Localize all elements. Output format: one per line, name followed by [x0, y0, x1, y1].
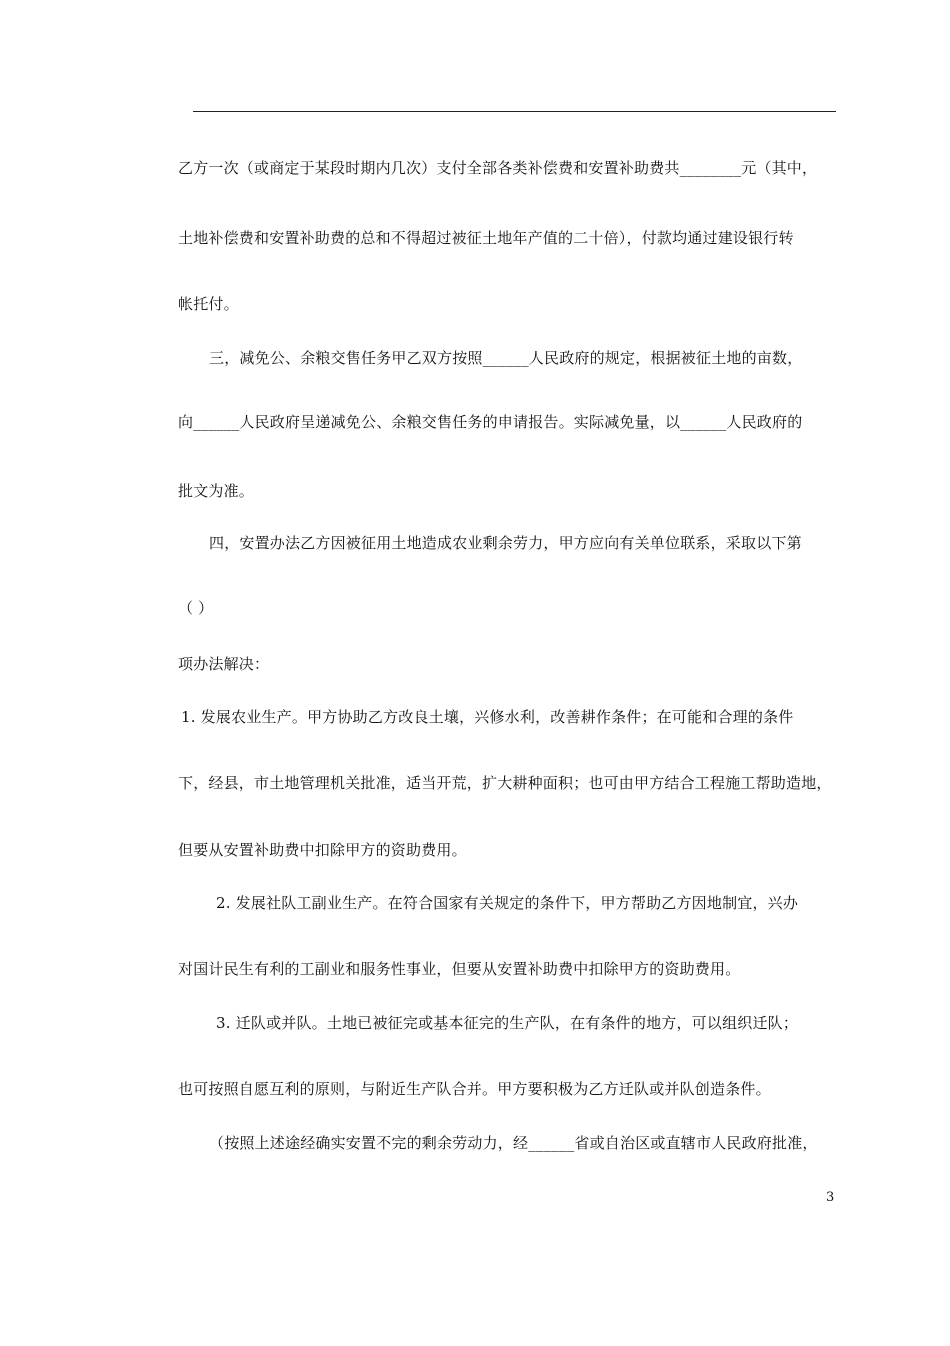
text-line-14: 对国计民生有利的工副业和服务性事业，但要从安置补助费中扣除甲方的资助费用。	[178, 960, 741, 978]
text-line-5: 向______人民政府呈递减免公、余粮交售任务的申请报告。实际减免量，以______人民政府的	[178, 413, 803, 431]
text-line-10: 1. 发展农业生产。甲方协助乙方改良土壤，兴修水利，改善耕作条件；在可能和合理的条件	[181, 708, 794, 726]
text-line-2: 土地补偿费和安置补助费的总和不得超过被征土地年产值的二十倍），付款均通过建设银行转	[178, 229, 794, 247]
text-line-6: 批文为准。	[178, 482, 255, 500]
text-line-7: 四，安置办法乙方因被征用土地造成农业剩余劳力，甲方应向有关单位联系，采取以下第	[209, 534, 802, 552]
text-line-8: （ ）	[178, 599, 214, 617]
text-line-12: 但要从安置补助费中扣除甲方的资助费用。	[178, 841, 467, 859]
text-line-16: 也可按照自愿互利的原则，与附近生产队合并。甲方要积极为乙方迁队或并队创造条件。	[178, 1080, 771, 1098]
text-line-17: （按照上述途经确实安置不完的剩余劳动力，经______省或自治区或直辖市人民政府批准，	[209, 1134, 818, 1152]
page-number: 3	[826, 1190, 835, 1205]
text-line-15: 3. 迁队或并队。土地已被征完或基本征完的生产队，在有条件的地方，可以组织迁队；	[216, 1014, 799, 1032]
text-line-11: 下，经县，市土地管理机关批准，适当开荒，扩大耕种面积；也可由甲方结合工程施工帮助造地，	[178, 774, 832, 792]
text-line-13: 2. 发展社队工副业生产。在符合国家有关规定的条件下，甲方帮助乙方因地制宜，兴办	[216, 894, 799, 912]
text-line-1: 乙方一次（或商定于某段时期内几次）支付全部各类补偿费和安置补助费共________元（其中，	[178, 159, 818, 177]
text-line-9: 项办法解决：	[178, 655, 270, 673]
text-line-4: 三，减免公、余粮交售任务甲乙双方按照______人民政府的规定，根据被征土地的亩数，	[209, 349, 803, 367]
text-line-3: 帐托付。	[178, 295, 239, 313]
header-rule	[193, 111, 836, 112]
